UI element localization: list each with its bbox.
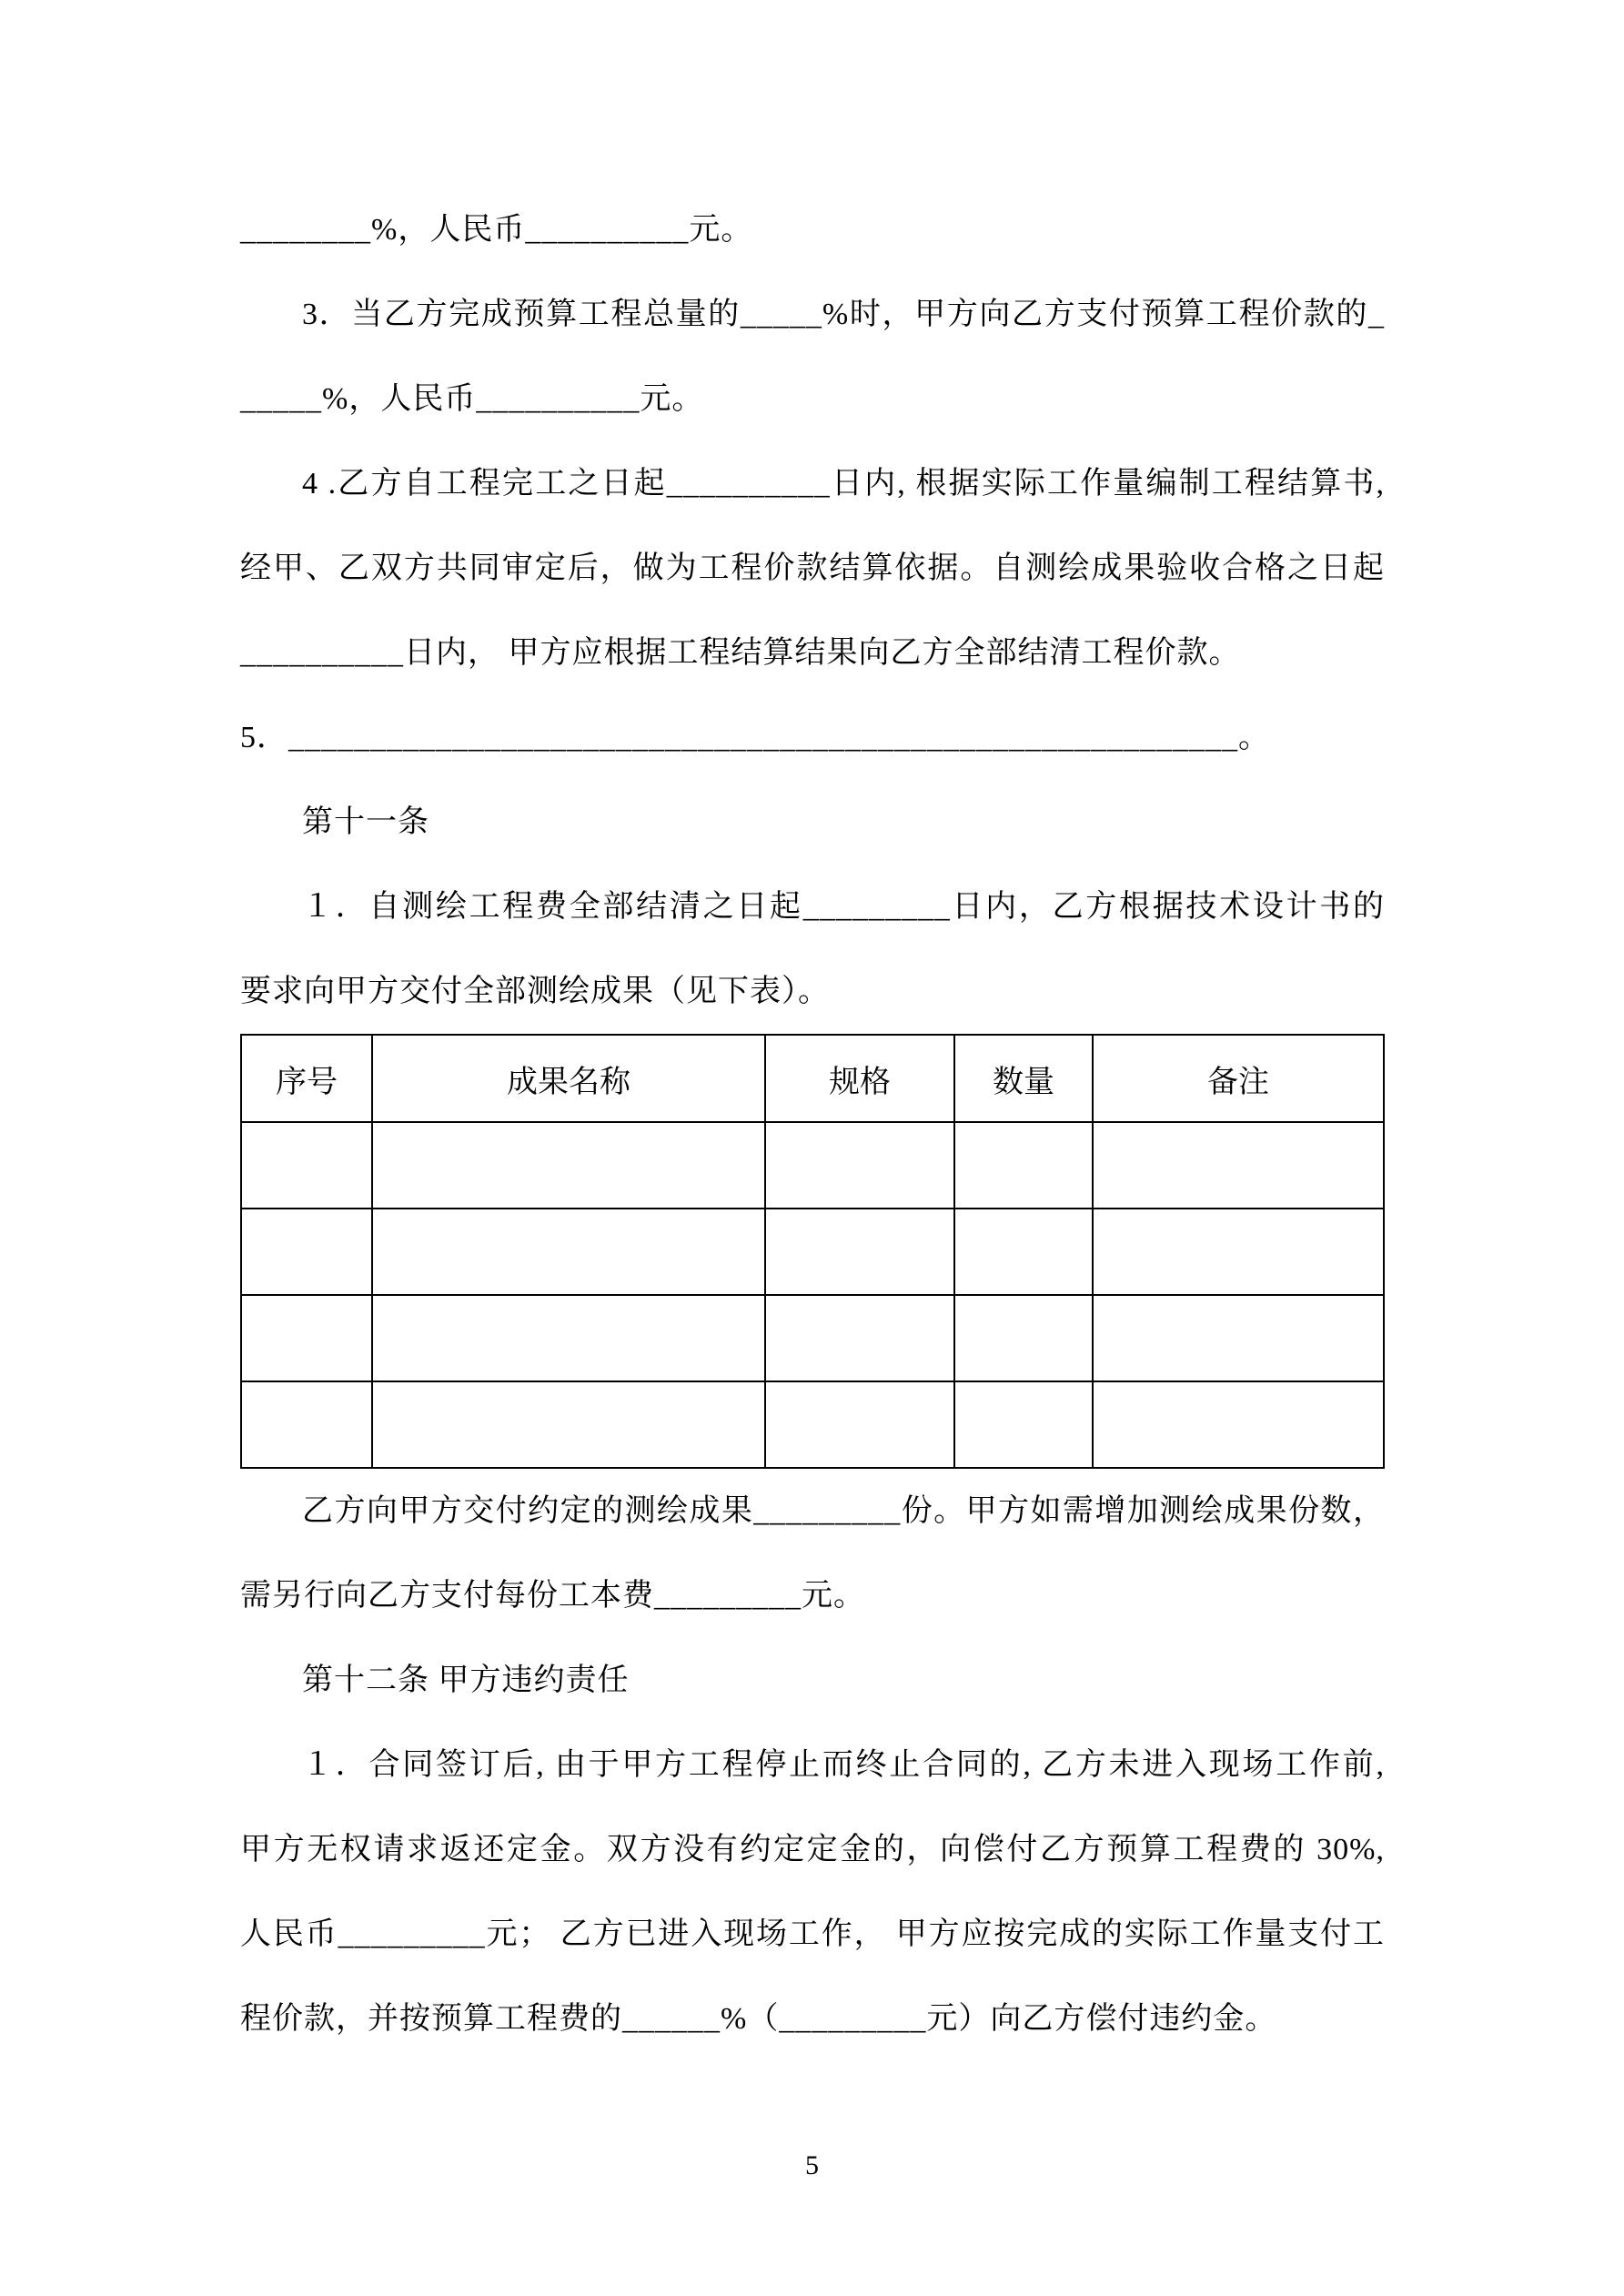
table-cell-empty	[765, 1295, 954, 1381]
table-cell-empty	[372, 1209, 765, 1295]
table-header-result-name: 成果名称	[372, 1035, 765, 1122]
document-body	[240, 187, 1385, 2061]
table-cell-empty	[1093, 1122, 1384, 1209]
table-cell-empty	[954, 1122, 1093, 1209]
table-cell-empty	[1093, 1381, 1384, 1468]
text-line-clause12-1-cont3: 程价款，并按预算工程费的______%（_________元）向乙方偿付违约金。	[240, 2002, 1277, 2036]
text-line-clause11-1: １．自测绘工程费全部结清之日起_________日内，乙方根据技术设计书的	[302, 890, 1385, 924]
table-header-spec: 规格	[765, 1035, 954, 1122]
text-line-clause12-1-cont2: 人民币_________元； 乙方已进入现场工作， 甲方应按完成的实际工作量支付工	[240, 1917, 1385, 1951]
page-number: 5	[805, 2150, 819, 2180]
table-cell-empty	[241, 1381, 372, 1468]
text-line-clause4-cont1: 经甲、乙双方共同审定后，做为工程价款结算依据。自测绘成果验收合格之日起	[240, 551, 1385, 585]
table-row	[241, 1122, 1384, 1209]
text-line-clause4-cont2: __________日内， 甲方应根据工程结算结果向乙方全部结清工程价款。	[240, 636, 1241, 670]
clause-11-heading: 第十一条	[302, 805, 429, 839]
table-header-remarks: 备注	[1093, 1035, 1384, 1122]
table-cell-empty	[954, 1209, 1093, 1295]
table-cell-empty	[372, 1122, 765, 1209]
text-line-deliver-copies-cont: 需另行向乙方支付每份工本费_________元。	[240, 1579, 865, 1613]
text-line-deliver-copies: 乙方向甲方交付约定的测绘成果_________份。甲方如需增加测绘成果份数，	[302, 1494, 1385, 1528]
deliverables-table	[240, 1034, 1385, 1469]
text-line-clause11-1-cont: 要求向甲方交付全部测绘成果（见下表）。	[240, 975, 830, 1008]
text-line-clause3-cont: _____%，人民币__________元。	[240, 382, 704, 416]
table-header-quantity: 数量	[954, 1035, 1093, 1122]
text-line-clause5-blank: 5．__________________________________________________________。	[240, 721, 1270, 754]
table-row	[241, 1295, 1384, 1381]
table-cell-empty	[241, 1295, 372, 1381]
table-row	[241, 1209, 1384, 1295]
text-line-payment-blank: ________%，人民币__________元。	[240, 213, 753, 247]
table-header-serial: 序号	[241, 1035, 372, 1122]
text-line-clause4: 4 .乙方自工程完工之日起__________日内, 根据实际工作量编制工程结算书,	[302, 467, 1385, 501]
text-line-clause12-1: １．合同签订后, 由于甲方工程停止而终止合同的, 乙方未进入现场工作前,	[302, 1748, 1385, 1782]
clause-12-heading: 第十二条 甲方违约责任	[302, 1664, 630, 1697]
table-cell-empty	[372, 1295, 765, 1381]
text-line-clause3: 3．当乙方完成预算工程总量的_____%时，甲方向乙方支付预算工程价款的_	[302, 298, 1385, 331]
table-cell-empty	[372, 1381, 765, 1468]
table-cell-empty	[1093, 1209, 1384, 1295]
table-cell-empty	[1093, 1295, 1384, 1381]
table-cell-empty	[765, 1122, 954, 1209]
table-cell-empty	[765, 1209, 954, 1295]
table-header-row	[241, 1035, 1384, 1122]
table-cell-empty	[241, 1122, 372, 1209]
table-cell-empty	[765, 1381, 954, 1468]
table-row	[241, 1381, 1384, 1468]
table-cell-empty	[954, 1381, 1093, 1468]
table-cell-empty	[241, 1209, 372, 1295]
table-cell-empty	[954, 1295, 1093, 1381]
text-line-clause12-1-cont1: 甲方无权请求返还定金。双方没有约定定金的，向偿付乙方预算工程费的 30%,	[240, 1833, 1385, 1866]
